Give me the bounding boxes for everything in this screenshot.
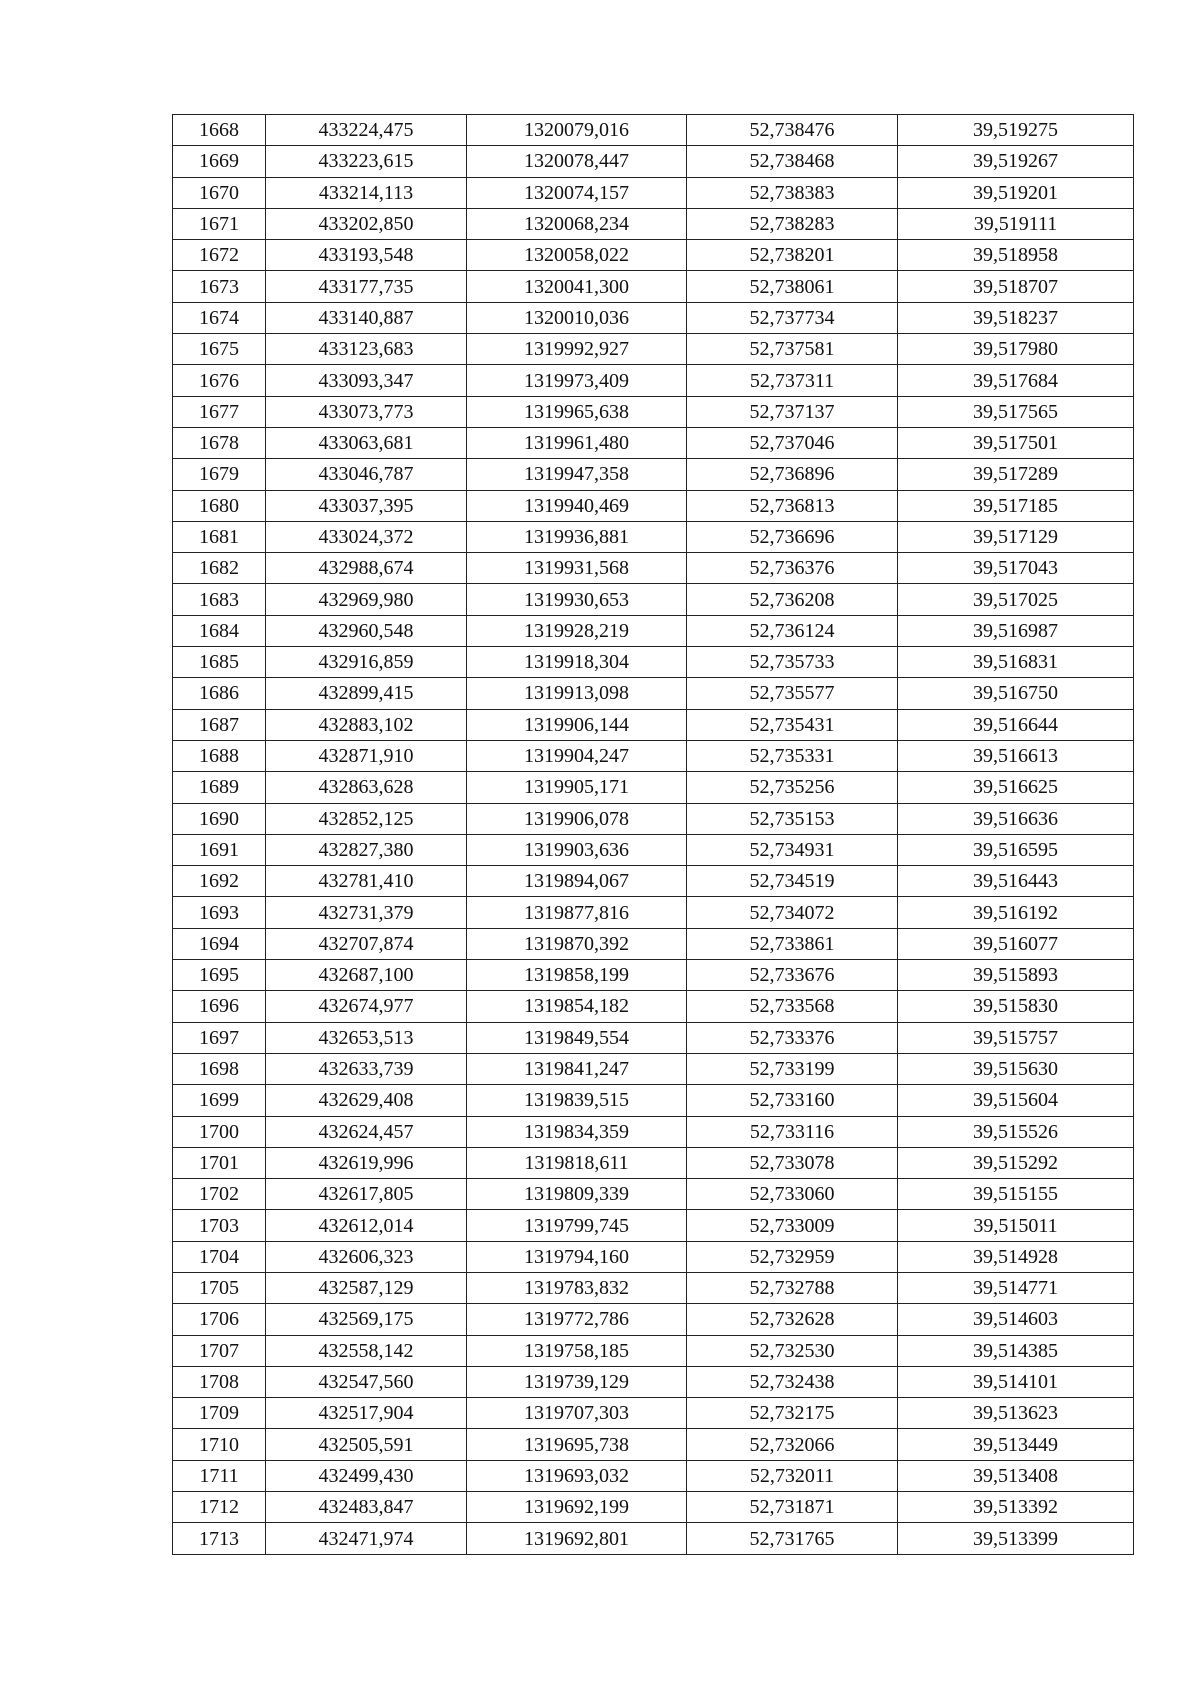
point-number-cell: 1707	[173, 1335, 266, 1366]
longitude-cell: 39,516077	[898, 928, 1134, 959]
table-row	[173, 897, 1134, 928]
latitude-cell: 52,735256	[687, 772, 898, 803]
point-number-cell: 1695	[173, 960, 266, 991]
y-coordinate-cell: 1319918,304	[467, 647, 687, 678]
y-coordinate-cell: 1319794,160	[467, 1241, 687, 1272]
latitude-cell: 52,736124	[687, 615, 898, 646]
y-coordinate-cell: 1319906,078	[467, 803, 687, 834]
point-number-cell: 1676	[173, 365, 266, 396]
x-coordinate-cell: 432633,739	[266, 1053, 467, 1084]
latitude-cell: 52,737046	[687, 427, 898, 458]
point-number-cell: 1681	[173, 521, 266, 552]
y-coordinate-cell: 1320074,157	[467, 177, 687, 208]
longitude-cell: 39,517043	[898, 553, 1134, 584]
x-coordinate-cell: 433177,735	[266, 271, 467, 302]
y-coordinate-cell: 1319695,738	[467, 1429, 687, 1460]
latitude-cell: 52,731871	[687, 1492, 898, 1523]
longitude-cell: 39,519111	[898, 208, 1134, 239]
longitude-cell: 39,514385	[898, 1335, 1134, 1366]
x-coordinate-cell: 432483,847	[266, 1492, 467, 1523]
x-coordinate-cell: 433224,475	[266, 115, 467, 146]
latitude-cell: 52,733676	[687, 960, 898, 991]
table-row	[173, 740, 1134, 771]
latitude-cell: 52,732959	[687, 1241, 898, 1272]
longitude-cell: 39,517684	[898, 365, 1134, 396]
y-coordinate-cell: 1320079,016	[467, 115, 687, 146]
y-coordinate-cell: 1319894,067	[467, 866, 687, 897]
latitude-cell: 52,738201	[687, 240, 898, 271]
point-number-cell: 1688	[173, 740, 266, 771]
table-row	[173, 1366, 1134, 1397]
longitude-cell: 39,516613	[898, 740, 1134, 771]
latitude-cell: 52,736208	[687, 584, 898, 615]
longitude-cell: 39,517980	[898, 334, 1134, 365]
table-row	[173, 647, 1134, 678]
longitude-cell: 39,516443	[898, 866, 1134, 897]
longitude-cell: 39,515630	[898, 1053, 1134, 1084]
x-coordinate-cell: 432569,175	[266, 1304, 467, 1335]
table-row	[173, 208, 1134, 239]
table-row	[173, 396, 1134, 427]
table-row	[173, 1210, 1134, 1241]
x-coordinate-cell: 433037,395	[266, 490, 467, 521]
y-coordinate-cell: 1319930,653	[467, 584, 687, 615]
x-coordinate-cell: 432617,805	[266, 1179, 467, 1210]
x-coordinate-cell: 432852,125	[266, 803, 467, 834]
table-row	[173, 772, 1134, 803]
table-row	[173, 1147, 1134, 1178]
latitude-cell: 52,734072	[687, 897, 898, 928]
y-coordinate-cell: 1319693,032	[467, 1460, 687, 1491]
table-row	[173, 834, 1134, 865]
y-coordinate-cell: 1320058,022	[467, 240, 687, 271]
longitude-cell: 39,516831	[898, 647, 1134, 678]
y-coordinate-cell: 1319707,303	[467, 1398, 687, 1429]
y-coordinate-cell: 1319973,409	[467, 365, 687, 396]
table-row	[173, 427, 1134, 458]
x-coordinate-cell: 433140,887	[266, 302, 467, 333]
y-coordinate-cell: 1320010,036	[467, 302, 687, 333]
table-row	[173, 1429, 1134, 1460]
point-number-cell: 1704	[173, 1241, 266, 1272]
longitude-cell: 39,513449	[898, 1429, 1134, 1460]
point-number-cell: 1713	[173, 1523, 266, 1554]
x-coordinate-cell: 432471,974	[266, 1523, 467, 1554]
table-row	[173, 1523, 1134, 1554]
longitude-cell: 39,516595	[898, 834, 1134, 865]
y-coordinate-cell: 1320041,300	[467, 271, 687, 302]
x-coordinate-cell: 433214,113	[266, 177, 467, 208]
table-row	[173, 1398, 1134, 1429]
latitude-cell: 52,738061	[687, 271, 898, 302]
point-number-cell: 1692	[173, 866, 266, 897]
longitude-cell: 39,519267	[898, 146, 1134, 177]
latitude-cell: 52,735431	[687, 709, 898, 740]
table-row	[173, 1241, 1134, 1272]
y-coordinate-cell: 1319906,144	[467, 709, 687, 740]
latitude-cell: 52,732175	[687, 1398, 898, 1429]
y-coordinate-cell: 1319758,185	[467, 1335, 687, 1366]
longitude-cell: 39,516636	[898, 803, 1134, 834]
longitude-cell: 39,518958	[898, 240, 1134, 271]
latitude-cell: 52,733060	[687, 1179, 898, 1210]
point-number-cell: 1711	[173, 1460, 266, 1491]
table-row	[173, 490, 1134, 521]
x-coordinate-cell: 432899,415	[266, 678, 467, 709]
longitude-cell: 39,516625	[898, 772, 1134, 803]
latitude-cell: 52,736696	[687, 521, 898, 552]
y-coordinate-cell: 1320068,234	[467, 208, 687, 239]
longitude-cell: 39,513623	[898, 1398, 1134, 1429]
point-number-cell: 1674	[173, 302, 266, 333]
latitude-cell: 52,736896	[687, 459, 898, 490]
point-number-cell: 1677	[173, 396, 266, 427]
table-row	[173, 960, 1134, 991]
x-coordinate-cell: 432731,379	[266, 897, 467, 928]
point-number-cell: 1680	[173, 490, 266, 521]
longitude-cell: 39,516987	[898, 615, 1134, 646]
x-coordinate-cell: 432863,628	[266, 772, 467, 803]
latitude-cell: 52,736376	[687, 553, 898, 584]
coordinates-table-body	[173, 115, 1134, 1555]
y-coordinate-cell: 1319961,480	[467, 427, 687, 458]
latitude-cell: 52,737581	[687, 334, 898, 365]
point-number-cell: 1693	[173, 897, 266, 928]
longitude-cell: 39,517289	[898, 459, 1134, 490]
x-coordinate-cell: 432606,323	[266, 1241, 467, 1272]
y-coordinate-cell: 1319870,392	[467, 928, 687, 959]
longitude-cell: 39,515830	[898, 991, 1134, 1022]
point-number-cell: 1694	[173, 928, 266, 959]
longitude-cell: 39,515011	[898, 1210, 1134, 1241]
point-number-cell: 1699	[173, 1085, 266, 1116]
longitude-cell: 39,515757	[898, 1022, 1134, 1053]
longitude-cell: 39,515292	[898, 1147, 1134, 1178]
point-number-cell: 1691	[173, 834, 266, 865]
longitude-cell: 39,519275	[898, 115, 1134, 146]
latitude-cell: 52,732011	[687, 1460, 898, 1491]
x-coordinate-cell: 432827,380	[266, 834, 467, 865]
longitude-cell: 39,515893	[898, 960, 1134, 991]
table-row	[173, 678, 1134, 709]
table-row	[173, 521, 1134, 552]
latitude-cell: 52,738283	[687, 208, 898, 239]
longitude-cell: 39,517501	[898, 427, 1134, 458]
longitude-cell: 39,515604	[898, 1085, 1134, 1116]
longitude-cell: 39,513392	[898, 1492, 1134, 1523]
table-row	[173, 1460, 1134, 1491]
x-coordinate-cell: 432707,874	[266, 928, 467, 959]
longitude-cell: 39,514101	[898, 1366, 1134, 1397]
y-coordinate-cell: 1319992,927	[467, 334, 687, 365]
latitude-cell: 52,734519	[687, 866, 898, 897]
x-coordinate-cell: 433193,548	[266, 240, 467, 271]
longitude-cell: 39,516750	[898, 678, 1134, 709]
latitude-cell: 52,738468	[687, 146, 898, 177]
y-coordinate-cell: 1319965,638	[467, 396, 687, 427]
longitude-cell: 39,514771	[898, 1272, 1134, 1303]
table-row	[173, 365, 1134, 396]
x-coordinate-cell: 432619,996	[266, 1147, 467, 1178]
longitude-cell: 39,519201	[898, 177, 1134, 208]
table-row	[173, 334, 1134, 365]
latitude-cell: 52,733160	[687, 1085, 898, 1116]
x-coordinate-cell: 433073,773	[266, 396, 467, 427]
latitude-cell: 52,733009	[687, 1210, 898, 1241]
y-coordinate-cell: 1319739,129	[467, 1366, 687, 1397]
point-number-cell: 1697	[173, 1022, 266, 1053]
y-coordinate-cell: 1319772,786	[467, 1304, 687, 1335]
y-coordinate-cell: 1319692,801	[467, 1523, 687, 1554]
x-coordinate-cell: 433093,347	[266, 365, 467, 396]
latitude-cell: 52,737734	[687, 302, 898, 333]
point-number-cell: 1682	[173, 553, 266, 584]
x-coordinate-cell: 433024,372	[266, 521, 467, 552]
latitude-cell: 52,735153	[687, 803, 898, 834]
x-coordinate-cell: 432871,910	[266, 740, 467, 771]
table-row	[173, 991, 1134, 1022]
y-coordinate-cell: 1319947,358	[467, 459, 687, 490]
latitude-cell: 52,733861	[687, 928, 898, 959]
point-number-cell: 1684	[173, 615, 266, 646]
table-row	[173, 459, 1134, 490]
longitude-cell: 39,516192	[898, 897, 1134, 928]
table-row	[173, 928, 1134, 959]
latitude-cell: 52,732530	[687, 1335, 898, 1366]
longitude-cell: 39,516644	[898, 709, 1134, 740]
latitude-cell: 52,737311	[687, 365, 898, 396]
point-number-cell: 1673	[173, 271, 266, 302]
point-number-cell: 1675	[173, 334, 266, 365]
table-row	[173, 146, 1134, 177]
x-coordinate-cell: 432883,102	[266, 709, 467, 740]
x-coordinate-cell: 433046,787	[266, 459, 467, 490]
table-row	[173, 1053, 1134, 1084]
y-coordinate-cell: 1319841,247	[467, 1053, 687, 1084]
y-coordinate-cell: 1319818,611	[467, 1147, 687, 1178]
y-coordinate-cell: 1319904,247	[467, 740, 687, 771]
latitude-cell: 52,736813	[687, 490, 898, 521]
longitude-cell: 39,513399	[898, 1523, 1134, 1554]
point-number-cell: 1698	[173, 1053, 266, 1084]
table-row	[173, 1272, 1134, 1303]
longitude-cell: 39,517185	[898, 490, 1134, 521]
point-number-cell: 1703	[173, 1210, 266, 1241]
x-coordinate-cell: 432547,560	[266, 1366, 467, 1397]
point-number-cell: 1671	[173, 208, 266, 239]
point-number-cell: 1689	[173, 772, 266, 803]
coordinates-table	[172, 114, 1134, 1555]
y-coordinate-cell: 1319809,339	[467, 1179, 687, 1210]
x-coordinate-cell: 433123,683	[266, 334, 467, 365]
x-coordinate-cell: 432687,100	[266, 960, 467, 991]
point-number-cell: 1706	[173, 1304, 266, 1335]
longitude-cell: 39,517565	[898, 396, 1134, 427]
table-row	[173, 709, 1134, 740]
table-row	[173, 115, 1134, 146]
table-row	[173, 1022, 1134, 1053]
table-row	[173, 240, 1134, 271]
latitude-cell: 52,731765	[687, 1523, 898, 1554]
point-number-cell: 1686	[173, 678, 266, 709]
table-row	[173, 302, 1134, 333]
latitude-cell: 52,732628	[687, 1304, 898, 1335]
x-coordinate-cell: 432988,674	[266, 553, 467, 584]
point-number-cell: 1701	[173, 1147, 266, 1178]
x-coordinate-cell: 432558,142	[266, 1335, 467, 1366]
table-row	[173, 553, 1134, 584]
x-coordinate-cell: 432916,859	[266, 647, 467, 678]
x-coordinate-cell: 432629,408	[266, 1085, 467, 1116]
point-number-cell: 1705	[173, 1272, 266, 1303]
x-coordinate-cell: 432612,014	[266, 1210, 467, 1241]
point-number-cell: 1700	[173, 1116, 266, 1147]
x-coordinate-cell: 433223,615	[266, 146, 467, 177]
x-coordinate-cell: 432653,513	[266, 1022, 467, 1053]
point-number-cell: 1690	[173, 803, 266, 834]
latitude-cell: 52,733376	[687, 1022, 898, 1053]
table-row	[173, 1304, 1134, 1335]
latitude-cell: 52,738476	[687, 115, 898, 146]
longitude-cell: 39,517025	[898, 584, 1134, 615]
longitude-cell: 39,513408	[898, 1460, 1134, 1491]
y-coordinate-cell: 1319799,745	[467, 1210, 687, 1241]
table-row	[173, 177, 1134, 208]
point-number-cell: 1670	[173, 177, 266, 208]
x-coordinate-cell: 433202,850	[266, 208, 467, 239]
y-coordinate-cell: 1319877,816	[467, 897, 687, 928]
longitude-cell: 39,514928	[898, 1241, 1134, 1272]
latitude-cell: 52,732438	[687, 1366, 898, 1397]
point-number-cell: 1678	[173, 427, 266, 458]
table-row	[173, 271, 1134, 302]
point-number-cell: 1712	[173, 1492, 266, 1523]
y-coordinate-cell: 1319858,199	[467, 960, 687, 991]
latitude-cell: 52,735331	[687, 740, 898, 771]
table-row	[173, 1335, 1134, 1366]
point-number-cell: 1679	[173, 459, 266, 490]
latitude-cell: 52,737137	[687, 396, 898, 427]
longitude-cell: 39,517129	[898, 521, 1134, 552]
y-coordinate-cell: 1319931,568	[467, 553, 687, 584]
point-number-cell: 1702	[173, 1179, 266, 1210]
x-coordinate-cell: 432781,410	[266, 866, 467, 897]
latitude-cell: 52,732066	[687, 1429, 898, 1460]
point-number-cell: 1696	[173, 991, 266, 1022]
table-row	[173, 1116, 1134, 1147]
y-coordinate-cell: 1319692,199	[467, 1492, 687, 1523]
x-coordinate-cell: 432624,457	[266, 1116, 467, 1147]
latitude-cell: 52,733116	[687, 1116, 898, 1147]
latitude-cell: 52,732788	[687, 1272, 898, 1303]
latitude-cell: 52,733078	[687, 1147, 898, 1178]
y-coordinate-cell: 1319928,219	[467, 615, 687, 646]
y-coordinate-cell: 1319940,469	[467, 490, 687, 521]
point-number-cell: 1708	[173, 1366, 266, 1397]
point-number-cell: 1709	[173, 1398, 266, 1429]
longitude-cell: 39,514603	[898, 1304, 1134, 1335]
x-coordinate-cell: 432674,977	[266, 991, 467, 1022]
x-coordinate-cell: 432960,548	[266, 615, 467, 646]
point-number-cell: 1668	[173, 115, 266, 146]
y-coordinate-cell: 1319839,515	[467, 1085, 687, 1116]
latitude-cell: 52,733199	[687, 1053, 898, 1084]
longitude-cell: 39,518707	[898, 271, 1134, 302]
table-row	[173, 1492, 1134, 1523]
table-row	[173, 584, 1134, 615]
longitude-cell: 39,518237	[898, 302, 1134, 333]
point-number-cell: 1687	[173, 709, 266, 740]
point-number-cell: 1710	[173, 1429, 266, 1460]
latitude-cell: 52,738383	[687, 177, 898, 208]
x-coordinate-cell: 432969,980	[266, 584, 467, 615]
longitude-cell: 39,515526	[898, 1116, 1134, 1147]
point-number-cell: 1672	[173, 240, 266, 271]
table-row	[173, 615, 1134, 646]
latitude-cell: 52,734931	[687, 834, 898, 865]
x-coordinate-cell: 432587,129	[266, 1272, 467, 1303]
table-row	[173, 803, 1134, 834]
y-coordinate-cell: 1319834,359	[467, 1116, 687, 1147]
y-coordinate-cell: 1319905,171	[467, 772, 687, 803]
y-coordinate-cell: 1319783,832	[467, 1272, 687, 1303]
x-coordinate-cell: 433063,681	[266, 427, 467, 458]
y-coordinate-cell: 1319936,881	[467, 521, 687, 552]
latitude-cell: 52,735733	[687, 647, 898, 678]
table-row	[173, 1179, 1134, 1210]
y-coordinate-cell: 1319903,636	[467, 834, 687, 865]
y-coordinate-cell: 1319854,182	[467, 991, 687, 1022]
point-number-cell: 1683	[173, 584, 266, 615]
x-coordinate-cell: 432505,591	[266, 1429, 467, 1460]
y-coordinate-cell: 1319849,554	[467, 1022, 687, 1053]
longitude-cell: 39,515155	[898, 1179, 1134, 1210]
point-number-cell: 1685	[173, 647, 266, 678]
x-coordinate-cell: 432499,430	[266, 1460, 467, 1491]
x-coordinate-cell: 432517,904	[266, 1398, 467, 1429]
point-number-cell: 1669	[173, 146, 266, 177]
y-coordinate-cell: 1319913,098	[467, 678, 687, 709]
y-coordinate-cell: 1320078,447	[467, 146, 687, 177]
table-row	[173, 1085, 1134, 1116]
latitude-cell: 52,733568	[687, 991, 898, 1022]
table-row	[173, 866, 1134, 897]
latitude-cell: 52,735577	[687, 678, 898, 709]
